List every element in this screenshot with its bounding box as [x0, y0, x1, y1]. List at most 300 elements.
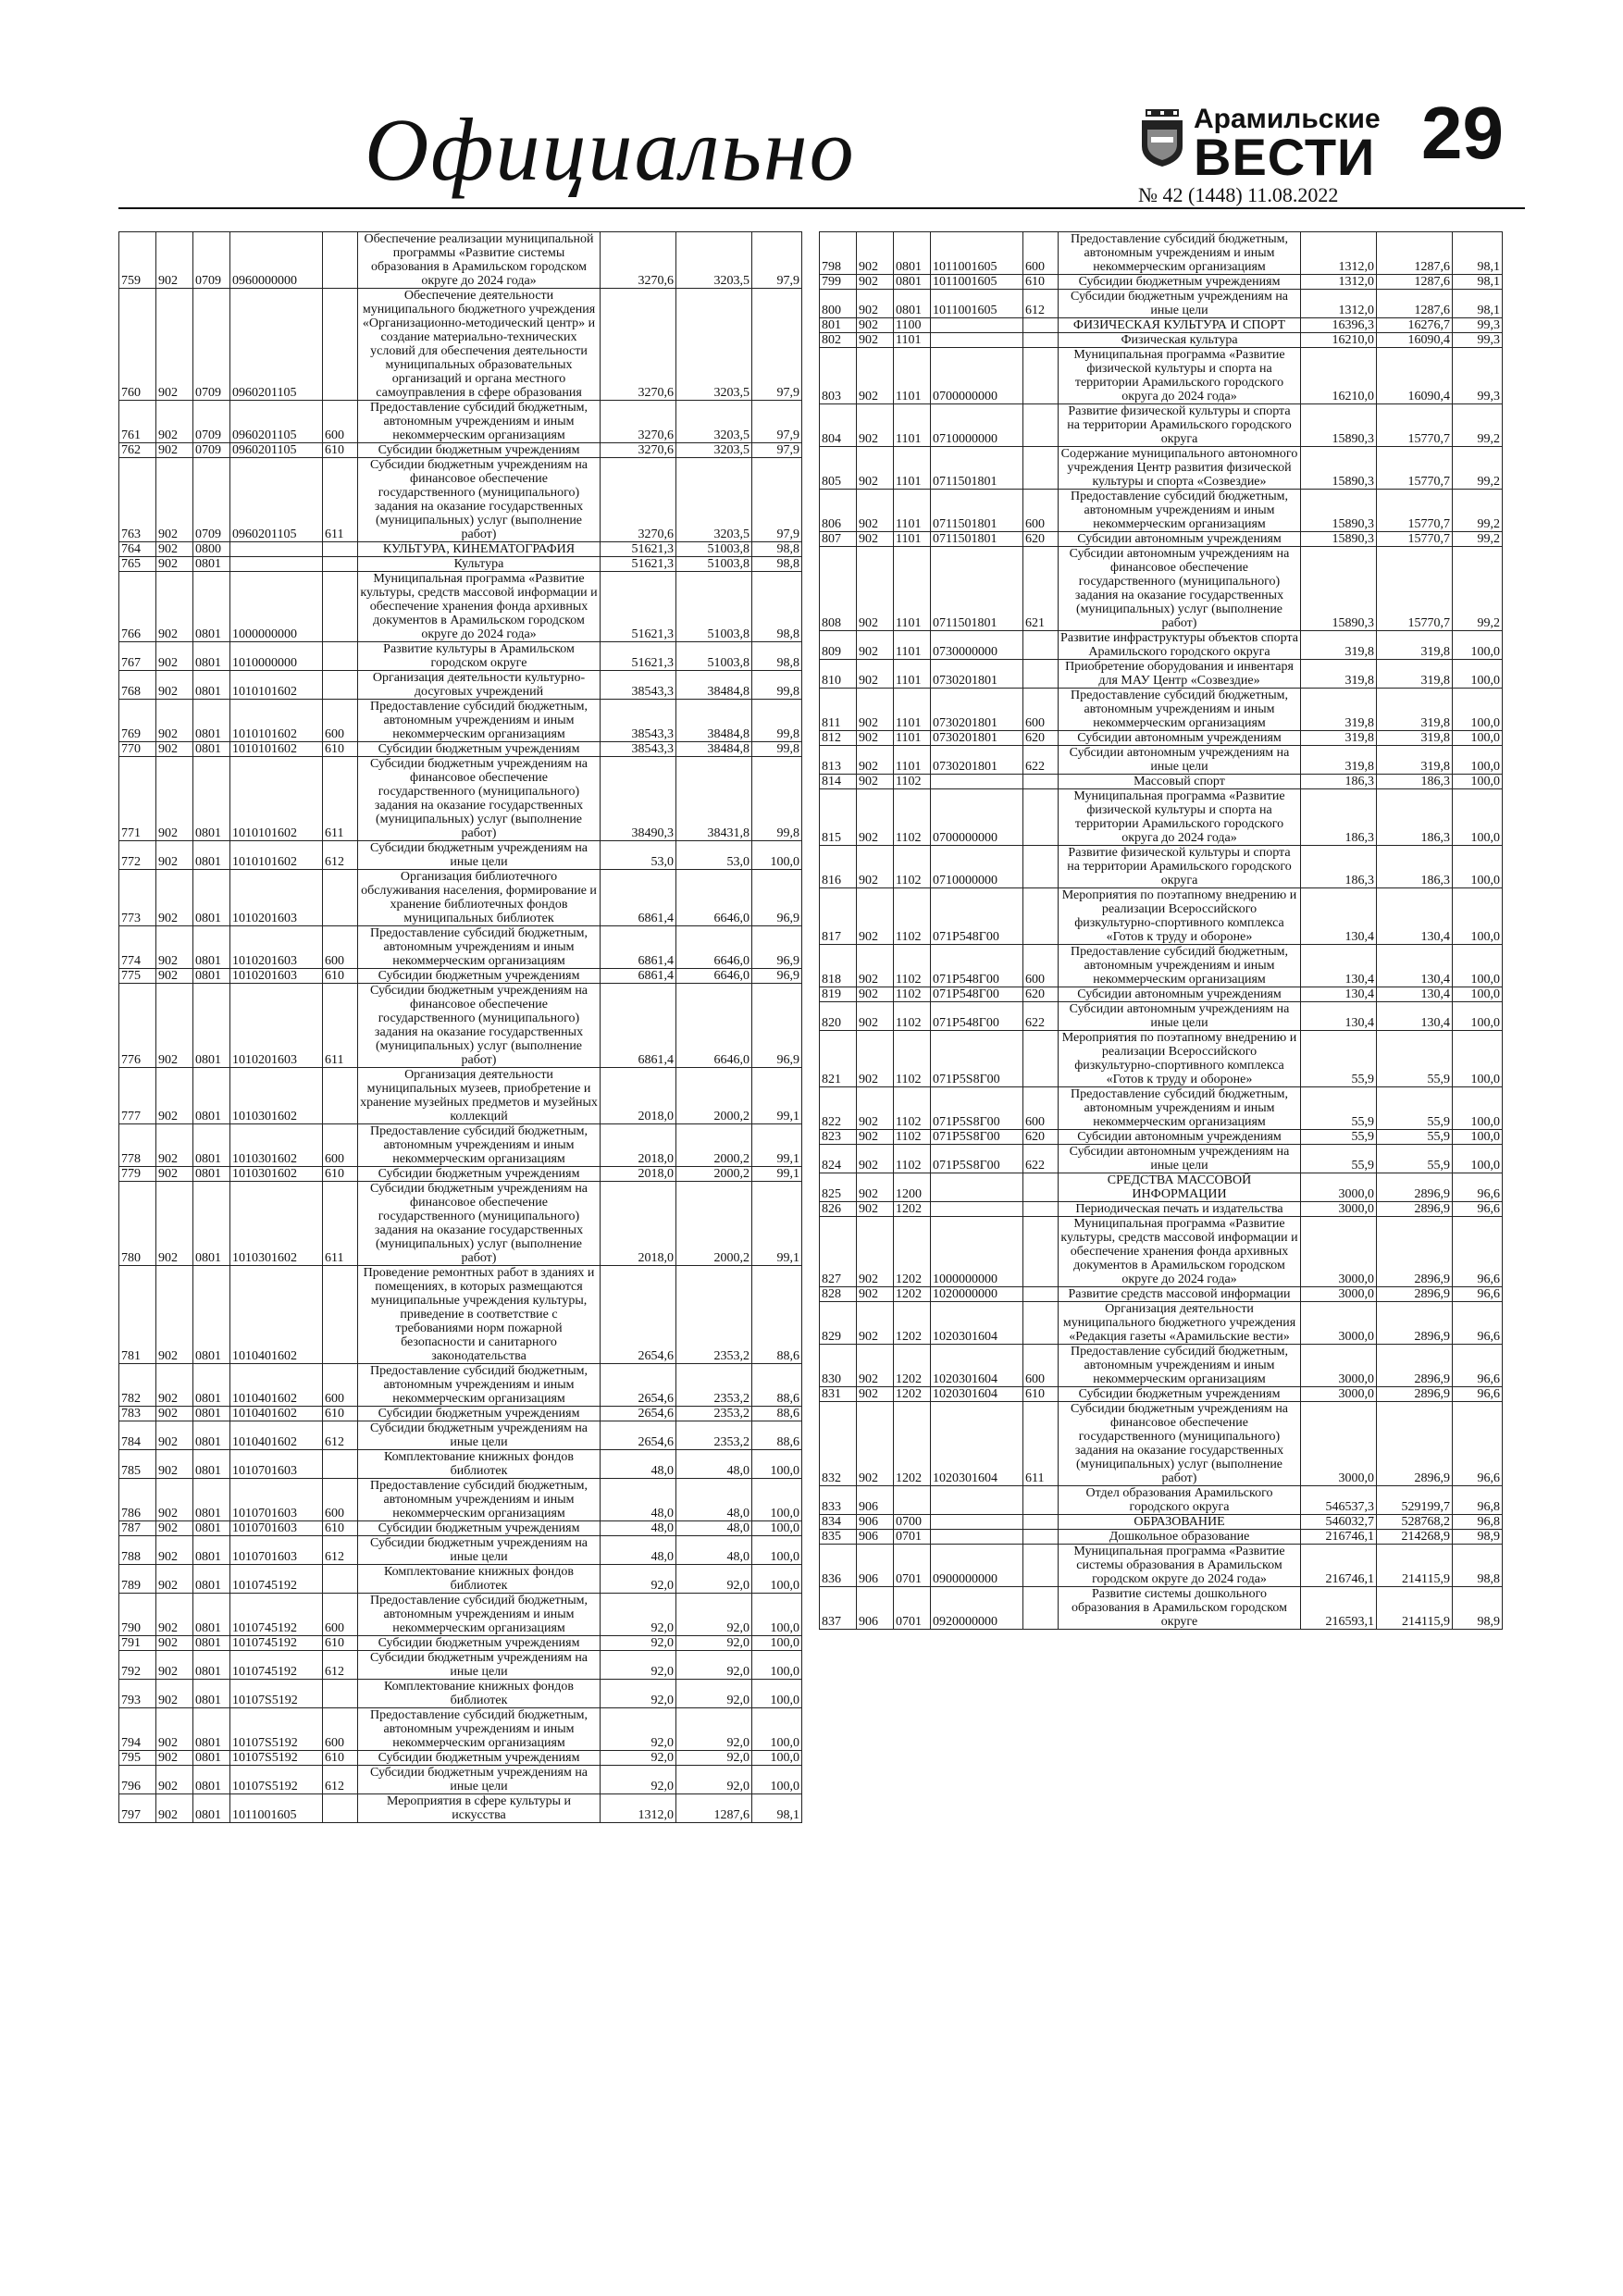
plan-amount-cell: 92,0 — [601, 1565, 676, 1594]
actual-amount-cell: 6646,0 — [676, 969, 752, 984]
plan-amount-cell: 319,8 — [1301, 746, 1377, 775]
admin-code-cell: 902 — [156, 1751, 193, 1766]
plan-amount-cell: 130,4 — [1301, 1002, 1377, 1031]
expense-type-cell — [1023, 846, 1059, 888]
row-number-cell: 807 — [820, 532, 857, 547]
target-code-cell: 1011001605 — [230, 1794, 323, 1823]
target-code-cell: 0900000000 — [931, 1545, 1023, 1587]
percent-done-cell: 98,9 — [1453, 1530, 1503, 1545]
admin-code-cell: 902 — [857, 1217, 894, 1287]
row-number-cell: 790 — [119, 1594, 156, 1636]
item-name-cell: Предоставление субсидий бюджетным, автономным учреждениям и иным некоммерческим организациям — [1059, 1345, 1301, 1387]
issue-number-date: № 42 (1448) 11.08.2022 — [1138, 183, 1339, 206]
table-row — [119, 443, 802, 458]
admin-code-cell: 906 — [857, 1587, 894, 1630]
percent-done-cell: 99,8 — [752, 742, 802, 757]
section-code-cell: 0801 — [193, 1479, 230, 1521]
target-code-cell: 1010101602 — [230, 757, 323, 841]
actual-amount-cell: 55,9 — [1377, 1031, 1453, 1087]
percent-done-cell: 100,0 — [752, 1521, 802, 1536]
item-name-cell: Субсидии бюджетным учреждениям — [358, 1636, 601, 1651]
admin-code-cell: 902 — [857, 532, 894, 547]
actual-amount-cell: 92,0 — [676, 1636, 752, 1651]
actual-amount-cell: 55,9 — [1377, 1145, 1453, 1173]
section-code-cell: 1102 — [894, 1130, 931, 1145]
expense-type-cell — [1023, 1486, 1059, 1515]
row-number-cell: 797 — [119, 1794, 156, 1823]
expense-type-cell: 600 — [323, 1124, 358, 1167]
row-number-cell: 805 — [820, 447, 857, 490]
target-code-cell: 0710000000 — [931, 846, 1023, 888]
table-row — [820, 1402, 1503, 1486]
section-code-cell: 1101 — [894, 490, 931, 532]
row-number-cell: 818 — [820, 945, 857, 987]
row-number-cell: 775 — [119, 969, 156, 984]
plan-amount-cell: 6861,4 — [601, 984, 676, 1068]
right-column — [819, 231, 1502, 1630]
section-code-cell: 1101 — [894, 689, 931, 731]
percent-done-cell: 96,6 — [1453, 1302, 1503, 1345]
plan-amount-cell: 3000,0 — [1301, 1387, 1377, 1402]
expense-type-cell: 600 — [1023, 490, 1059, 532]
section-code-cell: 0801 — [193, 1766, 230, 1794]
row-number-cell: 808 — [820, 547, 857, 631]
target-code-cell: 0960000000 — [230, 232, 323, 289]
percent-done-cell: 99,1 — [752, 1182, 802, 1266]
item-name-cell: Развитие физической культуры и спорта на территории Арамильского городского округа — [1059, 846, 1301, 888]
percent-done-cell: 97,9 — [752, 443, 802, 458]
expense-type-cell — [1023, 1515, 1059, 1530]
table-row — [119, 1651, 802, 1680]
expense-type-cell: 600 — [323, 926, 358, 969]
item-name-cell: Субсидии бюджетным учреждениям — [358, 1521, 601, 1536]
expense-type-cell — [323, 642, 358, 671]
section-code-cell: 0709 — [193, 232, 230, 289]
actual-amount-cell: 528768,2 — [1377, 1515, 1453, 1530]
table-row — [820, 290, 1503, 318]
plan-amount-cell: 216746,1 — [1301, 1530, 1377, 1545]
expense-type-cell — [323, 289, 358, 401]
row-number-cell: 788 — [119, 1536, 156, 1565]
item-name-cell: Предоставление субсидий бюджетным, автономным учреждениям и иным некоммерческим организациям — [1059, 1087, 1301, 1130]
table-row — [119, 1364, 802, 1407]
section-code-cell: 0801 — [193, 984, 230, 1068]
percent-done-cell: 100,0 — [1453, 1031, 1503, 1087]
item-name-cell: Муниципальная программа «Развитие физической культуры и спорта на территории Арамильского городского округа до 2024 года» — [1059, 789, 1301, 846]
expense-type-cell: 621 — [1023, 547, 1059, 631]
plan-amount-cell: 2654,6 — [601, 1421, 676, 1450]
target-code-cell: 0711501801 — [931, 447, 1023, 490]
item-name-cell: Организация деятельности культурно-досуговых учреждений — [358, 671, 601, 700]
plan-amount-cell: 216746,1 — [1301, 1545, 1377, 1587]
admin-code-cell: 902 — [156, 1636, 193, 1651]
target-code-cell: 1010745192 — [230, 1565, 323, 1594]
table-row — [820, 1287, 1503, 1302]
actual-amount-cell: 214115,9 — [1377, 1587, 1453, 1630]
item-name-cell: Субсидии бюджетным учреждениям на иные цели — [358, 1536, 601, 1565]
expense-type-cell — [1023, 1173, 1059, 1202]
section-code-cell: 0801 — [193, 572, 230, 642]
target-code-cell: 1011001605 — [931, 275, 1023, 290]
item-name-cell: СРЕДСТВА МАССОВОЙ ИНФОРМАЦИИ — [1059, 1173, 1301, 1202]
expense-type-cell — [1023, 1287, 1059, 1302]
target-code-cell: 071P548Г00 — [931, 987, 1023, 1002]
section-code-cell: 0709 — [193, 458, 230, 542]
admin-code-cell: 902 — [857, 1287, 894, 1302]
admin-code-cell: 902 — [857, 547, 894, 631]
item-name-cell: КУЛЬТУРА, КИНЕМАТОГРАФИЯ — [358, 542, 601, 557]
actual-amount-cell: 48,0 — [676, 1521, 752, 1536]
target-code-cell: 1010401602 — [230, 1364, 323, 1407]
table-row — [820, 660, 1503, 689]
actual-amount-cell: 319,8 — [1377, 660, 1453, 689]
item-name-cell: Предоставление субсидий бюджетным, автономным учреждениям и иным некоммерческим организациям — [358, 1124, 601, 1167]
table-row — [119, 1594, 802, 1636]
item-name-cell: Субсидии бюджетным учреждениям — [358, 1167, 601, 1182]
section-code-cell: 0701 — [894, 1545, 931, 1587]
section-code-cell: 0709 — [193, 401, 230, 443]
actual-amount-cell: 186,3 — [1377, 846, 1453, 888]
admin-code-cell: 902 — [156, 757, 193, 841]
percent-done-cell: 99,1 — [752, 1124, 802, 1167]
plan-amount-cell: 51621,3 — [601, 572, 676, 642]
admin-code-cell: 902 — [857, 275, 894, 290]
item-name-cell: Мероприятия в сфере культуры и искусства — [358, 1794, 601, 1823]
percent-done-cell: 99,2 — [1453, 532, 1503, 547]
plan-amount-cell: 1312,0 — [601, 1794, 676, 1823]
section-code-cell: 0801 — [193, 1421, 230, 1450]
item-name-cell: Субсидии бюджетным учреждениям на иные цели — [358, 841, 601, 870]
target-code-cell: 1010401602 — [230, 1407, 323, 1421]
percent-done-cell: 97,9 — [752, 458, 802, 542]
row-number-cell: 831 — [820, 1387, 857, 1402]
target-code-cell: 1010401602 — [230, 1266, 323, 1364]
expense-type-cell — [1023, 631, 1059, 660]
table-row — [820, 348, 1503, 404]
actual-amount-cell: 38484,8 — [676, 671, 752, 700]
expense-type-cell: 612 — [323, 841, 358, 870]
target-code-cell: 0710000000 — [931, 404, 1023, 447]
table-row — [119, 757, 802, 841]
expense-type-cell — [1023, 348, 1059, 404]
plan-amount-cell: 3000,0 — [1301, 1217, 1377, 1287]
admin-code-cell: 902 — [156, 401, 193, 443]
item-name-cell: Предоставление субсидий бюджетным, автономным учреждениям и иным некоммерческим организациям — [1059, 232, 1301, 275]
row-number-cell: 819 — [820, 987, 857, 1002]
table-row — [820, 1031, 1503, 1087]
target-code-cell — [931, 1486, 1023, 1515]
admin-code-cell: 902 — [156, 1364, 193, 1407]
plan-amount-cell: 1312,0 — [1301, 275, 1377, 290]
budget-table-right — [819, 231, 1503, 1630]
section-code-cell: 0801 — [894, 275, 931, 290]
table-row — [820, 1002, 1503, 1031]
plan-amount-cell: 55,9 — [1301, 1130, 1377, 1145]
expense-type-cell: 611 — [323, 1182, 358, 1266]
row-number-cell: 763 — [119, 458, 156, 542]
table-row — [820, 1545, 1503, 1587]
table-row — [119, 1708, 802, 1751]
row-number-cell: 804 — [820, 404, 857, 447]
target-code-cell: 10107S5192 — [230, 1766, 323, 1794]
row-number-cell: 771 — [119, 757, 156, 841]
plan-amount-cell: 51621,3 — [601, 642, 676, 671]
target-code-cell: 1010201603 — [230, 926, 323, 969]
plan-amount-cell: 216593,1 — [1301, 1587, 1377, 1630]
target-code-cell: 0700000000 — [931, 789, 1023, 846]
plan-amount-cell: 1312,0 — [1301, 290, 1377, 318]
actual-amount-cell: 15770,7 — [1377, 404, 1453, 447]
admin-code-cell: 906 — [857, 1545, 894, 1587]
admin-code-cell: 902 — [156, 870, 193, 926]
target-code-cell: 0730201801 — [931, 660, 1023, 689]
row-number-cell: 801 — [820, 318, 857, 333]
plan-amount-cell: 92,0 — [601, 1594, 676, 1636]
admin-code-cell: 902 — [156, 1680, 193, 1708]
item-name-cell: Организация деятельности муниципальных музеев, приобретение и хранение музейных предметов и музейных коллекций — [358, 1068, 601, 1124]
item-name-cell: Субсидии бюджетным учреждениям — [1059, 1387, 1301, 1402]
section-code-cell: 0801 — [193, 1167, 230, 1182]
row-number-cell: 782 — [119, 1364, 156, 1407]
actual-amount-cell: 186,3 — [1377, 789, 1453, 846]
target-code-cell: 1010701603 — [230, 1479, 323, 1521]
percent-done-cell: 96,6 — [1453, 1217, 1503, 1287]
item-name-cell: Предоставление субсидий бюджетным, автономным учреждениям и иным некоммерческим организациям — [358, 1708, 601, 1751]
plan-amount-cell: 51621,3 — [601, 542, 676, 557]
table-row — [119, 700, 802, 742]
target-code-cell: 0711501801 — [931, 490, 1023, 532]
target-code-cell: 1010301602 — [230, 1068, 323, 1124]
item-name-cell: Предоставление субсидий бюджетным, автономным учреждениям и иным некоммерческим организациям — [1059, 945, 1301, 987]
row-number-cell: 816 — [820, 846, 857, 888]
table-row — [119, 1068, 802, 1124]
expense-type-cell: 600 — [323, 1364, 358, 1407]
target-code-cell: 1010301602 — [230, 1124, 323, 1167]
plan-amount-cell: 319,8 — [1301, 660, 1377, 689]
admin-code-cell: 902 — [156, 557, 193, 572]
target-code-cell: 0920000000 — [931, 1587, 1023, 1630]
row-number-cell: 810 — [820, 660, 857, 689]
row-number-cell: 777 — [119, 1068, 156, 1124]
expense-type-cell: 610 — [1023, 275, 1059, 290]
plan-amount-cell: 2018,0 — [601, 1182, 676, 1266]
plan-amount-cell: 319,8 — [1301, 631, 1377, 660]
section-code-cell: 1101 — [894, 404, 931, 447]
plan-amount-cell: 6861,4 — [601, 870, 676, 926]
actual-amount-cell: 2896,9 — [1377, 1202, 1453, 1217]
section-code-cell: 0709 — [193, 289, 230, 401]
section-code-cell: 1102 — [894, 945, 931, 987]
percent-done-cell: 100,0 — [1453, 1087, 1503, 1130]
table-row — [119, 232, 802, 289]
expense-type-cell: 610 — [323, 1407, 358, 1421]
actual-amount-cell: 2896,9 — [1377, 1387, 1453, 1402]
expense-type-cell — [323, 870, 358, 926]
row-number-cell: 789 — [119, 1565, 156, 1594]
row-number-cell: 774 — [119, 926, 156, 969]
actual-amount-cell: 38431,8 — [676, 757, 752, 841]
expense-type-cell — [323, 572, 358, 642]
admin-code-cell: 902 — [156, 742, 193, 757]
item-name-cell: Субсидии автономным учреждениям — [1059, 731, 1301, 746]
actual-amount-cell: 2353,2 — [676, 1364, 752, 1407]
section-code-cell: 0801 — [193, 1068, 230, 1124]
percent-done-cell: 100,0 — [1453, 746, 1503, 775]
plan-amount-cell: 55,9 — [1301, 1145, 1377, 1173]
admin-code-cell: 902 — [156, 984, 193, 1068]
actual-amount-cell: 2896,9 — [1377, 1345, 1453, 1387]
actual-amount-cell: 55,9 — [1377, 1130, 1453, 1145]
target-code-cell: 0711501801 — [931, 547, 1023, 631]
admin-code-cell: 902 — [156, 1766, 193, 1794]
newspaper-logo — [1138, 104, 1416, 205]
table-row — [119, 1266, 802, 1364]
admin-code-cell: 902 — [857, 1387, 894, 1402]
percent-done-cell: 100,0 — [752, 1479, 802, 1521]
actual-amount-cell: 92,0 — [676, 1766, 752, 1794]
row-number-cell: 814 — [820, 775, 857, 789]
item-name-cell: Субсидии автономным учреждениям на иные цели — [1059, 746, 1301, 775]
expense-type-cell: 611 — [323, 757, 358, 841]
plan-amount-cell: 38490,3 — [601, 757, 676, 841]
item-name-cell: Субсидии автономным учреждениям на иные цели — [1059, 1145, 1301, 1173]
admin-code-cell: 906 — [857, 1486, 894, 1515]
section-title: Официально — [365, 100, 856, 199]
percent-done-cell: 96,9 — [752, 969, 802, 984]
admin-code-cell: 902 — [156, 572, 193, 642]
section-code-cell: 1101 — [894, 660, 931, 689]
target-code-cell: 0960201105 — [230, 458, 323, 542]
actual-amount-cell: 3203,5 — [676, 232, 752, 289]
section-code-cell: 1101 — [894, 631, 931, 660]
expense-type-cell — [1023, 447, 1059, 490]
expense-type-cell — [1023, 775, 1059, 789]
percent-done-cell: 98,1 — [1453, 275, 1503, 290]
section-code-cell: 1102 — [894, 846, 931, 888]
item-name-cell: Субсидии бюджетным учреждениям — [358, 1751, 601, 1766]
actual-amount-cell: 2000,2 — [676, 1167, 752, 1182]
actual-amount-cell: 15770,7 — [1377, 490, 1453, 532]
item-name-cell: Субсидии автономным учреждениям — [1059, 1130, 1301, 1145]
table-row — [820, 846, 1503, 888]
percent-done-cell: 100,0 — [1453, 689, 1503, 731]
actual-amount-cell: 2353,2 — [676, 1266, 752, 1364]
page-number: 29 — [1421, 92, 1504, 174]
actual-amount-cell: 51003,8 — [676, 557, 752, 572]
row-number-cell: 806 — [820, 490, 857, 532]
row-number-cell: 817 — [820, 888, 857, 945]
expense-type-cell — [1023, 333, 1059, 348]
admin-code-cell: 902 — [857, 1002, 894, 1031]
target-code-cell: 1010745192 — [230, 1594, 323, 1636]
table-row — [820, 333, 1503, 348]
actual-amount-cell: 214268,9 — [1377, 1530, 1453, 1545]
target-code-cell: 071P548Г00 — [931, 888, 1023, 945]
logo-upper-text: Арамильские — [1194, 104, 1381, 134]
actual-amount-cell: 130,4 — [1377, 1002, 1453, 1031]
plan-amount-cell: 48,0 — [601, 1536, 676, 1565]
table-row — [820, 490, 1503, 532]
item-name-cell: Субсидии бюджетным учреждениям на иные цели — [358, 1651, 601, 1680]
actual-amount-cell: 92,0 — [676, 1751, 752, 1766]
actual-amount-cell: 48,0 — [676, 1536, 752, 1565]
section-code-cell: 1202 — [894, 1345, 931, 1387]
row-number-cell: 820 — [820, 1002, 857, 1031]
plan-amount-cell: 6861,4 — [601, 926, 676, 969]
section-code-cell: 0700 — [894, 1515, 931, 1530]
item-name-cell: Субсидии бюджетным учреждениям на финансовое обеспечение государственного (муниципального) задания на оказание государственных (муниципальных) услуг (выполнение работ) — [358, 458, 601, 542]
row-number-cell: 830 — [820, 1345, 857, 1387]
admin-code-cell: 902 — [857, 846, 894, 888]
section-code-cell: 1202 — [894, 1387, 931, 1402]
plan-amount-cell: 92,0 — [601, 1708, 676, 1751]
target-code-cell: 0730201801 — [931, 746, 1023, 775]
target-code-cell: 0960201105 — [230, 289, 323, 401]
actual-amount-cell: 2896,9 — [1377, 1217, 1453, 1287]
actual-amount-cell: 15770,7 — [1377, 547, 1453, 631]
admin-code-cell: 902 — [857, 1145, 894, 1173]
target-code-cell: 0960201105 — [230, 401, 323, 443]
table-row — [119, 870, 802, 926]
percent-done-cell: 96,9 — [752, 926, 802, 969]
admin-code-cell: 902 — [857, 333, 894, 348]
expense-type-cell — [323, 542, 358, 557]
target-code-cell: 1010401602 — [230, 1421, 323, 1450]
expense-type-cell: 620 — [1023, 1130, 1059, 1145]
percent-done-cell: 97,9 — [752, 401, 802, 443]
section-code-cell: 1101 — [894, 547, 931, 631]
section-code-cell: 0801 — [193, 1266, 230, 1364]
percent-done-cell: 96,8 — [1453, 1515, 1503, 1530]
section-code-cell: 0801 — [193, 969, 230, 984]
row-number-cell: 815 — [820, 789, 857, 846]
expense-type-cell: 612 — [1023, 290, 1059, 318]
item-name-cell: Развитие системы дошкольного образования в Арамильском городском округе — [1059, 1587, 1301, 1630]
section-code-cell: 0801 — [193, 1536, 230, 1565]
plan-amount-cell: 2654,6 — [601, 1364, 676, 1407]
plan-amount-cell: 92,0 — [601, 1766, 676, 1794]
target-code-cell: 1011001605 — [931, 290, 1023, 318]
actual-amount-cell: 51003,8 — [676, 542, 752, 557]
table-row — [119, 1450, 802, 1479]
actual-amount-cell: 130,4 — [1377, 945, 1453, 987]
expense-type-cell: 600 — [1023, 945, 1059, 987]
row-number-cell: 825 — [820, 1173, 857, 1202]
actual-amount-cell: 51003,8 — [676, 572, 752, 642]
plan-amount-cell: 186,3 — [1301, 775, 1377, 789]
target-code-cell: 1010745192 — [230, 1651, 323, 1680]
actual-amount-cell: 130,4 — [1377, 888, 1453, 945]
plan-amount-cell: 55,9 — [1301, 1031, 1377, 1087]
row-number-cell: 768 — [119, 671, 156, 700]
table-row — [820, 1486, 1503, 1515]
actual-amount-cell: 2896,9 — [1377, 1173, 1453, 1202]
table-row — [119, 1521, 802, 1536]
section-code-cell: 0801 — [193, 557, 230, 572]
section-code-cell: 1202 — [894, 1202, 931, 1217]
item-name-cell: Обеспечение реализации муниципальной программы «Развитие системы образования в Арамильском городском округе до 2024 года» — [358, 232, 601, 289]
admin-code-cell: 902 — [156, 841, 193, 870]
expense-type-cell: 610 — [323, 1636, 358, 1651]
percent-done-cell: 99,3 — [1453, 318, 1503, 333]
percent-done-cell: 97,9 — [752, 232, 802, 289]
admin-code-cell: 902 — [156, 1266, 193, 1364]
plan-amount-cell: 92,0 — [601, 1751, 676, 1766]
row-number-cell: 802 — [820, 333, 857, 348]
table-row — [820, 1515, 1503, 1530]
percent-done-cell: 99,8 — [752, 700, 802, 742]
actual-amount-cell: 529199,7 — [1377, 1486, 1453, 1515]
